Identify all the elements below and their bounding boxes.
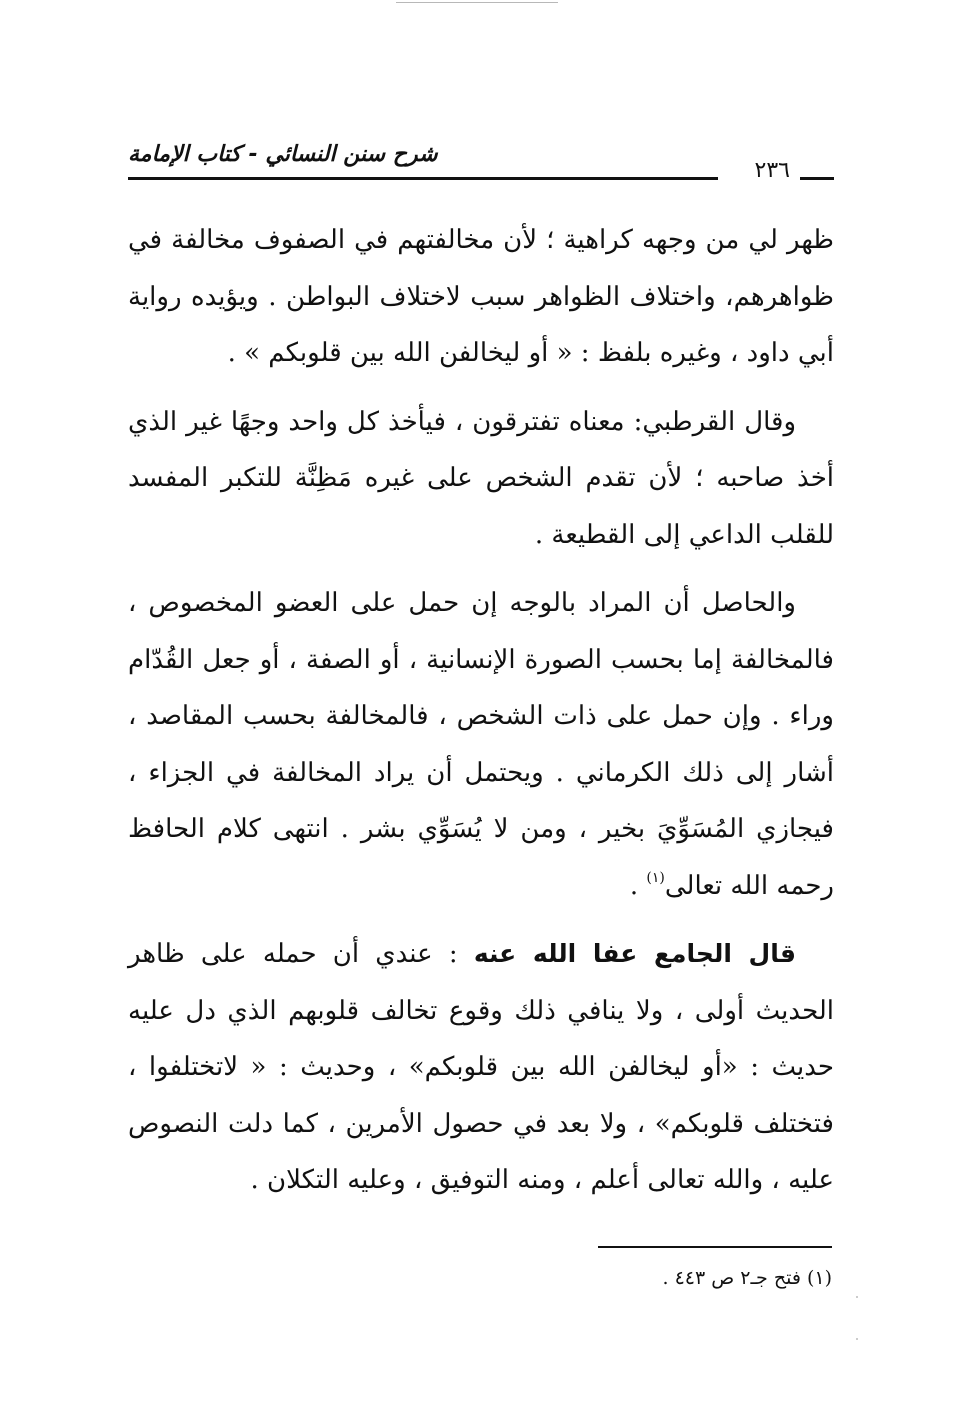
scan-edge-line	[396, 2, 558, 3]
footnote-separator	[598, 1246, 832, 1248]
paragraph-2: وقال القرطبي: معناه تفترقون ، فيأخذ كل واحد وجهًا غير الذي أخذ صاحبه ؛ لأن تقدم الشخص على غيره مَظِنَّة للتكبر المفسد للقلب الداعي إلى القطيعة .	[128, 406, 834, 550]
paragraph-1: ظهر لي من وجهه كراهية ؛ لأن مخالفتهم في الصفوف مخالفة في ظواهرهم، واختلاف الظواهر سبب لاختلاف البواطن . ويؤيده رواية أبي داود ، وغيره بلفظ : « أو ليخالفن الله بين قلوبكم » .	[128, 225, 834, 368]
page-number: ٢٣٦	[754, 158, 790, 183]
main-text	[128, 212, 834, 1221]
paragraph-3-text: والحاصل أن المراد بالوجه إن حمل على العضو المخصوص ، فالمخالفة إما بحسب الصورة الإنسانية ، أو الصفة ، أو جعل القُدّام وراء . وإن حمل على ذات الشخص ، فالمخالفة بحسب المقاصد ، أشار إلى ذلك الكرماني . ويحتمل أن يراد المخالفة في الجزاء ، فيجازي المُسَوِّيَ بخير ، ومن لا يُسَوِّي بشر . انتهى كلام الحافظ رحمه الله تعالى	[128, 588, 834, 901]
running-title: شرح سنن النسائي - كتاب الإمامة	[128, 142, 438, 167]
page-header	[128, 140, 834, 190]
scan-speck	[856, 1296, 858, 1298]
paragraph-4-text: : عندي أن حمله على ظاهر الحديث أولى ، ولا ينافي ذلك وقوع تخالف قلوبهم الذي دل عليه حديث : «أو ليخالفن الله بين قلوبكم» ، وحديث : « لاتختلفوا ، فتختلف قلوبكم» ، ولا بعد في حصول الأمرين ، كما دلت النصوص عليه ، والله تعالى أعلم ، ومنه التوفيق ، وعليه التكلان .	[128, 939, 834, 1195]
footnote-reference: (١)	[646, 869, 665, 886]
footnote-1: (١) فتح جـ٢ ص ٤٤٣ .	[662, 1267, 832, 1289]
author-comment-lead: قال الجامع عفا الله عنه	[473, 939, 796, 968]
paragraph-3-end: .	[629, 870, 647, 901]
page-number-rule	[800, 177, 834, 180]
header-rule	[128, 177, 718, 180]
paragraph-3	[128, 575, 834, 914]
paragraph-4	[128, 926, 834, 1209]
scan-speck	[856, 1338, 858, 1340]
